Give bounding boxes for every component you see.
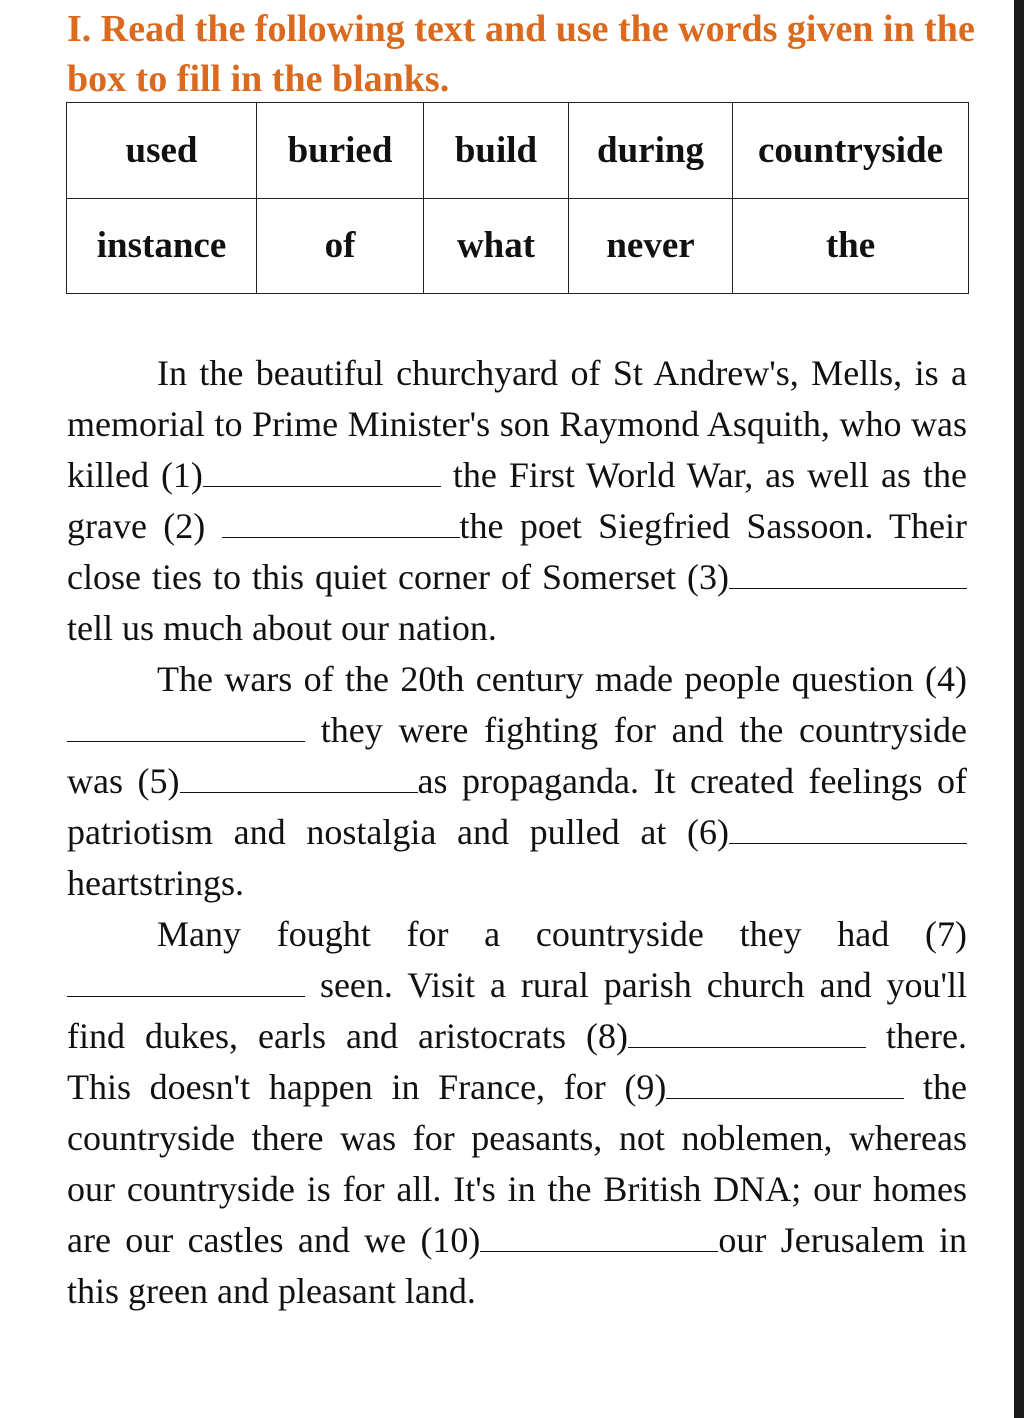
blank-2[interactable] [222, 534, 460, 538]
blank-8[interactable] [628, 1044, 866, 1048]
blank-5[interactable] [180, 789, 418, 793]
text-segment: In the beautiful churchyard of St Andrew's, Mells, is a memorial to Prime Minister's son Raymond Asquith, who was killed (1) [67, 353, 967, 495]
word-cell: instance [67, 198, 257, 294]
text-segment: tell us much about our nation. [67, 608, 497, 648]
word-cell: what [424, 198, 569, 294]
word-box-row [67, 198, 969, 294]
paragraph-3 [67, 909, 967, 1317]
word-cell: countryside [733, 103, 969, 199]
blank-6[interactable] [729, 840, 967, 844]
text-segment: the poet Siegfried Sassoon. Their close ties to this quiet corner of Somerset (3) [67, 506, 967, 597]
word-cell: never [569, 198, 733, 294]
blank-1[interactable] [203, 483, 441, 487]
text-segment: the countryside there was for peasants, not noblemen, whereas our countryside is for all. It's in the British DNA; our homes are our castles and we (10) [67, 1067, 967, 1260]
exercise-heading: I. Read the following text and use the words given in the box to fill in the blanks. [67, 8, 975, 100]
text-segment: there. This doesn't happen in France, for (9) [67, 1016, 967, 1107]
blank-4[interactable] [67, 738, 305, 742]
word-cell: build [424, 103, 569, 199]
word-cell: buried [257, 103, 424, 199]
word-cell: used [67, 103, 257, 199]
word-box-table [66, 102, 969, 294]
word-cell: of [257, 198, 424, 294]
text-segment: our Jerusalem in this green and pleasant land. [67, 1220, 967, 1311]
text-segment: they were fighting for and the countryside was (5) [67, 710, 967, 801]
text-segment: Many fought for a countryside they had (7) [157, 914, 967, 954]
text-segment: The wars of the 20th century made people question (4) [157, 659, 967, 699]
text-segment: seen. Visit a rural parish church and you'll find dukes, earls and aristocrats (8) [67, 965, 967, 1056]
text-segment: the First World War, as well as the grave (2) [67, 455, 967, 546]
word-box-row [67, 103, 969, 199]
right-frame-edge [1014, 0, 1024, 1418]
word-cell: during [569, 103, 733, 199]
word-cell: the [733, 198, 969, 294]
blank-9[interactable] [666, 1095, 904, 1099]
text-segment: as propaganda. It created feelings of patriotism and nostalgia and pulled at (6) [67, 761, 967, 852]
paragraph-1 [67, 348, 967, 654]
blank-7[interactable] [67, 993, 305, 997]
passage [67, 348, 967, 1317]
text-segment: heartstrings. [67, 863, 244, 903]
blank-3[interactable] [729, 585, 967, 589]
blank-10[interactable] [480, 1248, 718, 1252]
paragraph-2 [67, 654, 967, 909]
